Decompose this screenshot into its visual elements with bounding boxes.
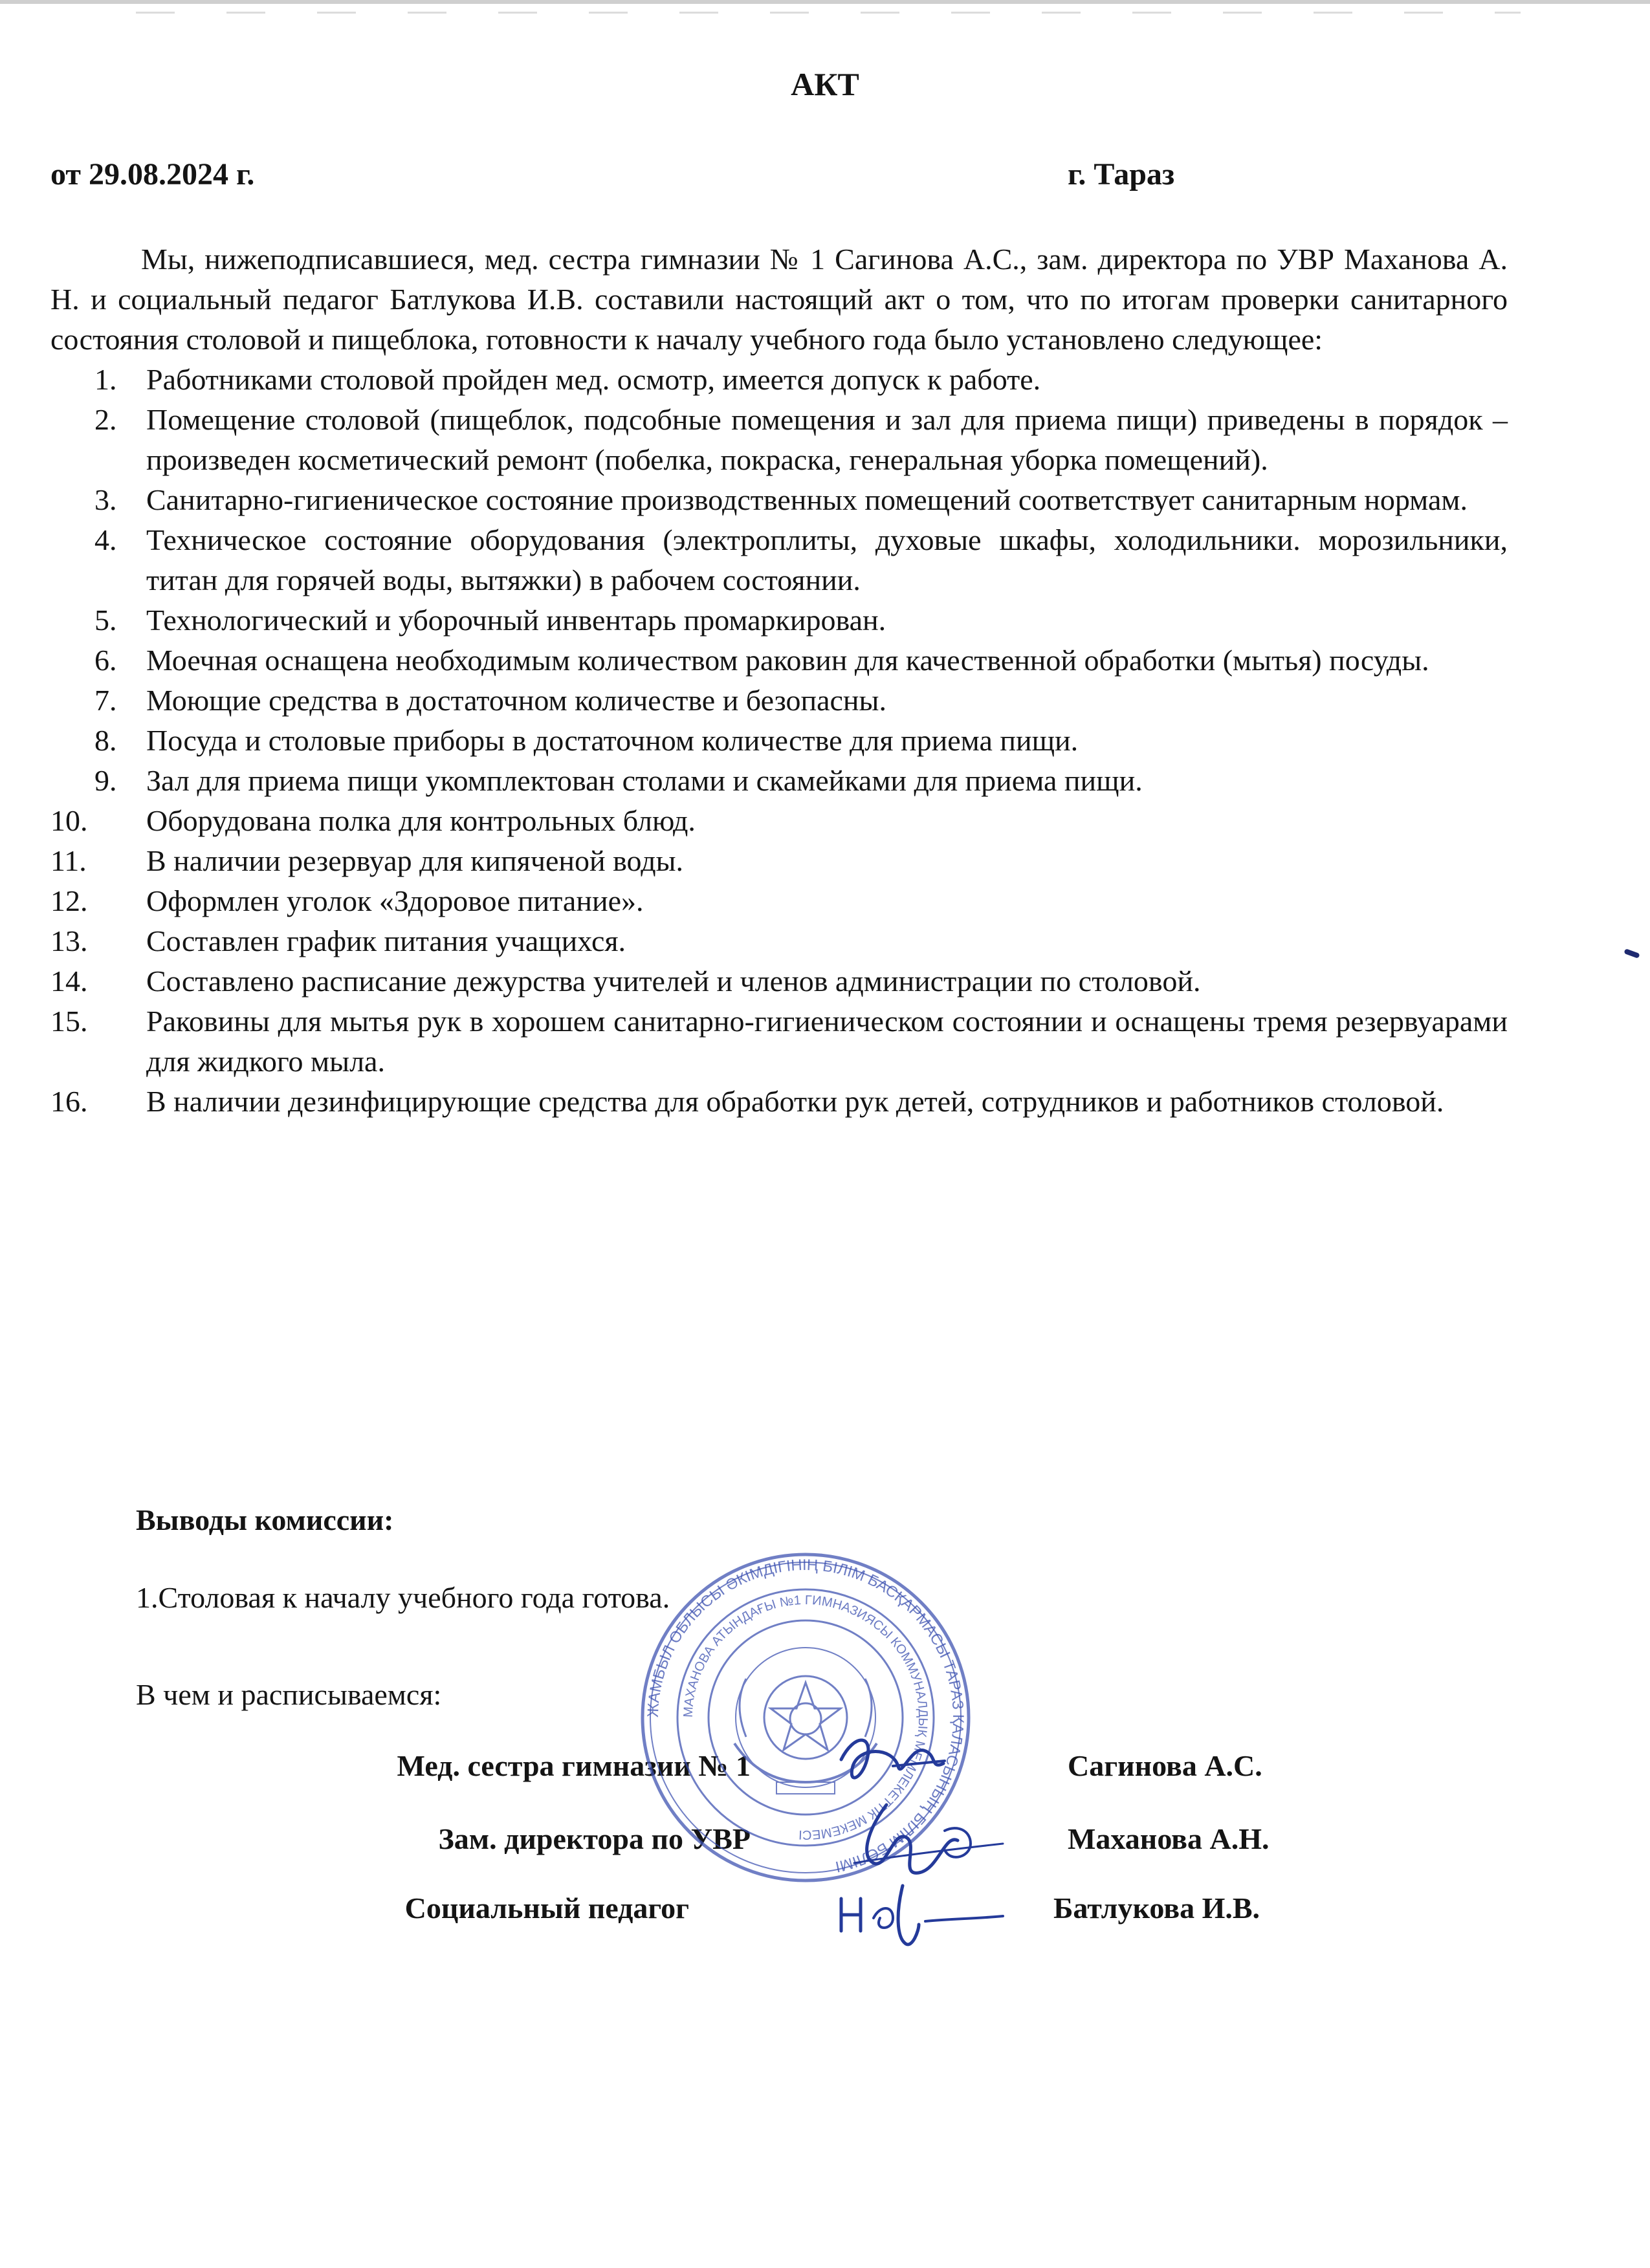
finding-item — [50, 520, 1508, 600]
seal-inner-text: МАХАНОВА АТЫНДАҒЫ №1 ГИМНАЗИЯСЫ КОММУНАЛДЫҚ МЕМЛЕКЕТТІК МЕКЕМЕСІ — [681, 1593, 930, 1842]
finding-number: 15. — [50, 1005, 88, 1038]
finding-text: Оформлен уголок «Здоровое питание». — [146, 884, 644, 917]
sign-intro: В чем и расписываемся: — [136, 1678, 442, 1711]
seal-outer-text: ЖАМБЫЛ ОБЛЫСЫ ӘКІМДІГІНІҢ БІЛІМ БАСҚАРМАСЫ ТАРАЗ ҚАЛАСЫНЫҢ БІЛІМ БӨЛІМІ — [644, 1556, 967, 1876]
conclusions-heading: Выводы комиссии: — [136, 1503, 394, 1536]
finding-number: 11. — [50, 844, 87, 877]
finding-text: Моечная оснащена необходимым количеством раковин для качественной обработки (мытья) посуды. — [146, 644, 1429, 677]
finding-item — [50, 400, 1508, 480]
finding-text: Оборудована полка для контрольных блюд. — [146, 804, 696, 837]
finding-text: Санитарно-гигиеническое состояние производственных помещений соответствует санитарным нормам. — [146, 483, 1468, 516]
signatory-name: Сагинова А.С. — [1068, 1749, 1262, 1782]
finding-number: 5. — [94, 604, 117, 637]
signatory-name: Батлукова И.В. — [1053, 1892, 1260, 1925]
signatory-role: Мед. сестра гимназии № 1 — [397, 1749, 751, 1782]
finding-text: Составлен график питания учащихся. — [146, 924, 626, 957]
signature-saginova — [828, 1721, 977, 1798]
finding-item — [50, 841, 1508, 881]
finding-number: 13. — [50, 924, 88, 957]
finding-number: 12. — [50, 884, 88, 917]
signatory-name: Маханова А.Н. — [1068, 1822, 1270, 1855]
finding-text: Технологический и уборочный инвентарь промаркирован. — [146, 604, 886, 637]
scan-artifact — [136, 12, 1521, 14]
finding-item — [50, 801, 1508, 841]
finding-text: В наличии дезинфицирующие средства для обработки рук детей, сотрудников и работников столовой. — [146, 1085, 1444, 1118]
scan-edge — [0, 0, 1650, 4]
finding-text: В наличии резервуар для кипяченой воды. — [146, 844, 684, 877]
signatory-role: Социальный педагог — [404, 1892, 689, 1925]
finding-item — [50, 480, 1508, 520]
finding-item — [50, 1082, 1508, 1122]
finding-number: 8. — [94, 724, 117, 757]
finding-number: 9. — [94, 764, 117, 797]
conclusion-text: 1.Столовая к началу учебного года готова. — [136, 1581, 670, 1614]
finding-item — [50, 961, 1508, 1001]
finding-number: 4. — [94, 523, 117, 556]
finding-item — [50, 1001, 1508, 1082]
finding-text: Техническое состояние оборудования (электроплиты, духовые шкафы, холодильники. морозильники, титан для горячей воды, вытяжки) в рабочем состоянии. — [146, 523, 1508, 596]
finding-item — [50, 921, 1508, 961]
finding-item — [50, 881, 1508, 921]
finding-item — [50, 721, 1508, 761]
document-date: от 29.08.2024 г. — [50, 157, 255, 191]
finding-item — [50, 360, 1508, 400]
signatory-role: Зам. директора по УВР — [438, 1822, 751, 1855]
finding-number: 14. — [50, 965, 88, 998]
intro-paragraph: Мы, нижеподписавшиеся, мед. сестра гимназии № 1 Сагинова А.С., зам. директора по УВР Маханова А. Н. и социальный педагог Батлукова И.В. составили настоящий акт о том, что по итогам проверки санитарного состояния столовой и пищеблока, готовности к началу учебного года было установлено следующее: — [50, 243, 1508, 356]
finding-item — [50, 600, 1508, 640]
finding-text: Помещение столовой (пищеблок, подсобные помещения и зал для приема пищи) приведены в порядок – произведен косметический ремонт (побелка, покраска, генеральная уборка помещений). — [146, 403, 1508, 476]
signature-batlukova — [828, 1873, 1016, 1950]
finding-text: Работниками столовой пройден мед. осмотр, имеется допуск к работе. — [146, 363, 1041, 396]
finding-item — [50, 681, 1508, 721]
finding-number: 10. — [50, 804, 88, 837]
finding-number: 6. — [94, 644, 117, 677]
document-city: г. Тараз — [1068, 157, 1175, 191]
findings-list — [50, 360, 1508, 1122]
document-body — [50, 239, 1508, 1122]
finding-number: 16. — [50, 1085, 88, 1118]
finding-number: 2. — [94, 403, 117, 436]
finding-item — [50, 761, 1508, 801]
finding-text: Моющие средства в достаточном количестве и безопасны. — [146, 684, 886, 717]
finding-text: Раковины для мытья рук в хорошем санитарно-гигиеническом состоянии и оснащены тремя резервуарами для жидкого мыла. — [146, 1005, 1508, 1078]
scan-ink-mark — [1623, 948, 1640, 959]
finding-text: Посуда и столовые приборы в достаточном количестве для приема пищи. — [146, 724, 1079, 757]
finding-item — [50, 640, 1508, 681]
finding-number: 3. — [94, 483, 117, 516]
finding-text: Зал для приема пищи укомплектован столами и скамейками для приема пищи. — [146, 764, 1143, 797]
finding-text: Составлено расписание дежурства учителей и членов администрации по столовой. — [146, 965, 1201, 998]
finding-number: 7. — [94, 684, 117, 717]
finding-number: 1. — [94, 363, 117, 396]
document-title: АКТ — [791, 66, 859, 102]
